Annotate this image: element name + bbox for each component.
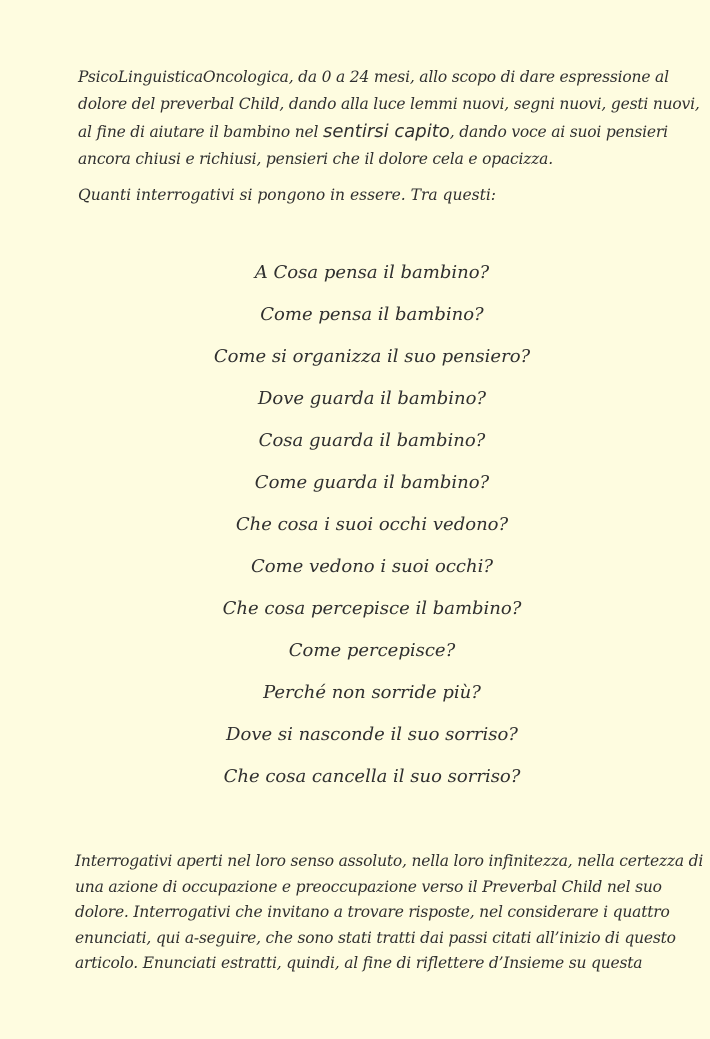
question-item: Che cosa cancella il suo sorriso?: [223, 766, 521, 787]
outro-line: Interrogativi aperti nel loro senso assoluto, nella loro infinitezza, nella certezza di: [75, 852, 704, 870]
question-item: Come vedono i suoi occhi?: [250, 556, 493, 577]
question-item: Perché non sorride più?: [263, 682, 481, 703]
question-item: Dove si nasconde il suo sorriso?: [226, 724, 518, 745]
intro-line: ancora chiusi e richiusi, pensieri che il dolore cela e opacizza.: [78, 150, 553, 168]
intro-paragraph: [78, 64, 700, 173]
question-item: Come percepisce?: [288, 640, 456, 661]
outro-line: dolore. Interrogativi che invitano a trovare risposte, nel considerare i quattro: [75, 903, 670, 921]
question-item: Come guarda il bambino?: [254, 472, 490, 493]
intro-line: PsicoLinguisticaOncologica, da 0 a 24 mesi, allo scopo di dare espressione al: [78, 68, 669, 86]
intro-line-text: , dando voce ai suoi pensieri: [449, 123, 668, 141]
questions-list: [0, 258, 710, 804]
lead-sentence: Quanti interrogativi si pongono in essere. Tra questi:: [78, 186, 496, 204]
intro-line-text: al fine di aiutare il bambino nel: [78, 123, 323, 141]
outro-paragraph: [75, 849, 704, 977]
intro-line: dolore del preverbal Child, dando alla luce lemmi nuovi, segni nuovi, gesti nuovi,: [78, 95, 700, 113]
intro-line: [78, 118, 668, 146]
outro-line: una azione di occupazione e preoccupazione verso il Preverbal Child nel suo: [75, 877, 662, 896]
question-item: A Cosa pensa il bambino?: [254, 262, 490, 283]
outro-line: enunciati, qui a-seguire, che sono stati tratti dai passi citati all’inizio di questo: [75, 928, 676, 947]
question-item: Come pensa il bambino?: [260, 304, 484, 325]
question-item: Dove guarda il bambino?: [257, 388, 487, 409]
question-item: Cosa guarda il bambino?: [258, 430, 486, 451]
outro-line: articolo. Enunciati estratti, quindi, al fine di riflettere d’Insieme su questa: [75, 954, 643, 972]
question-item: Come si organizza il suo pensiero?: [213, 346, 531, 367]
emphasis-text: sentirsi capito: [322, 121, 450, 142]
question-item: Che cosa i suoi occhi vedono?: [235, 514, 509, 535]
question-item: Che cosa percepisce il bambino?: [222, 598, 522, 619]
